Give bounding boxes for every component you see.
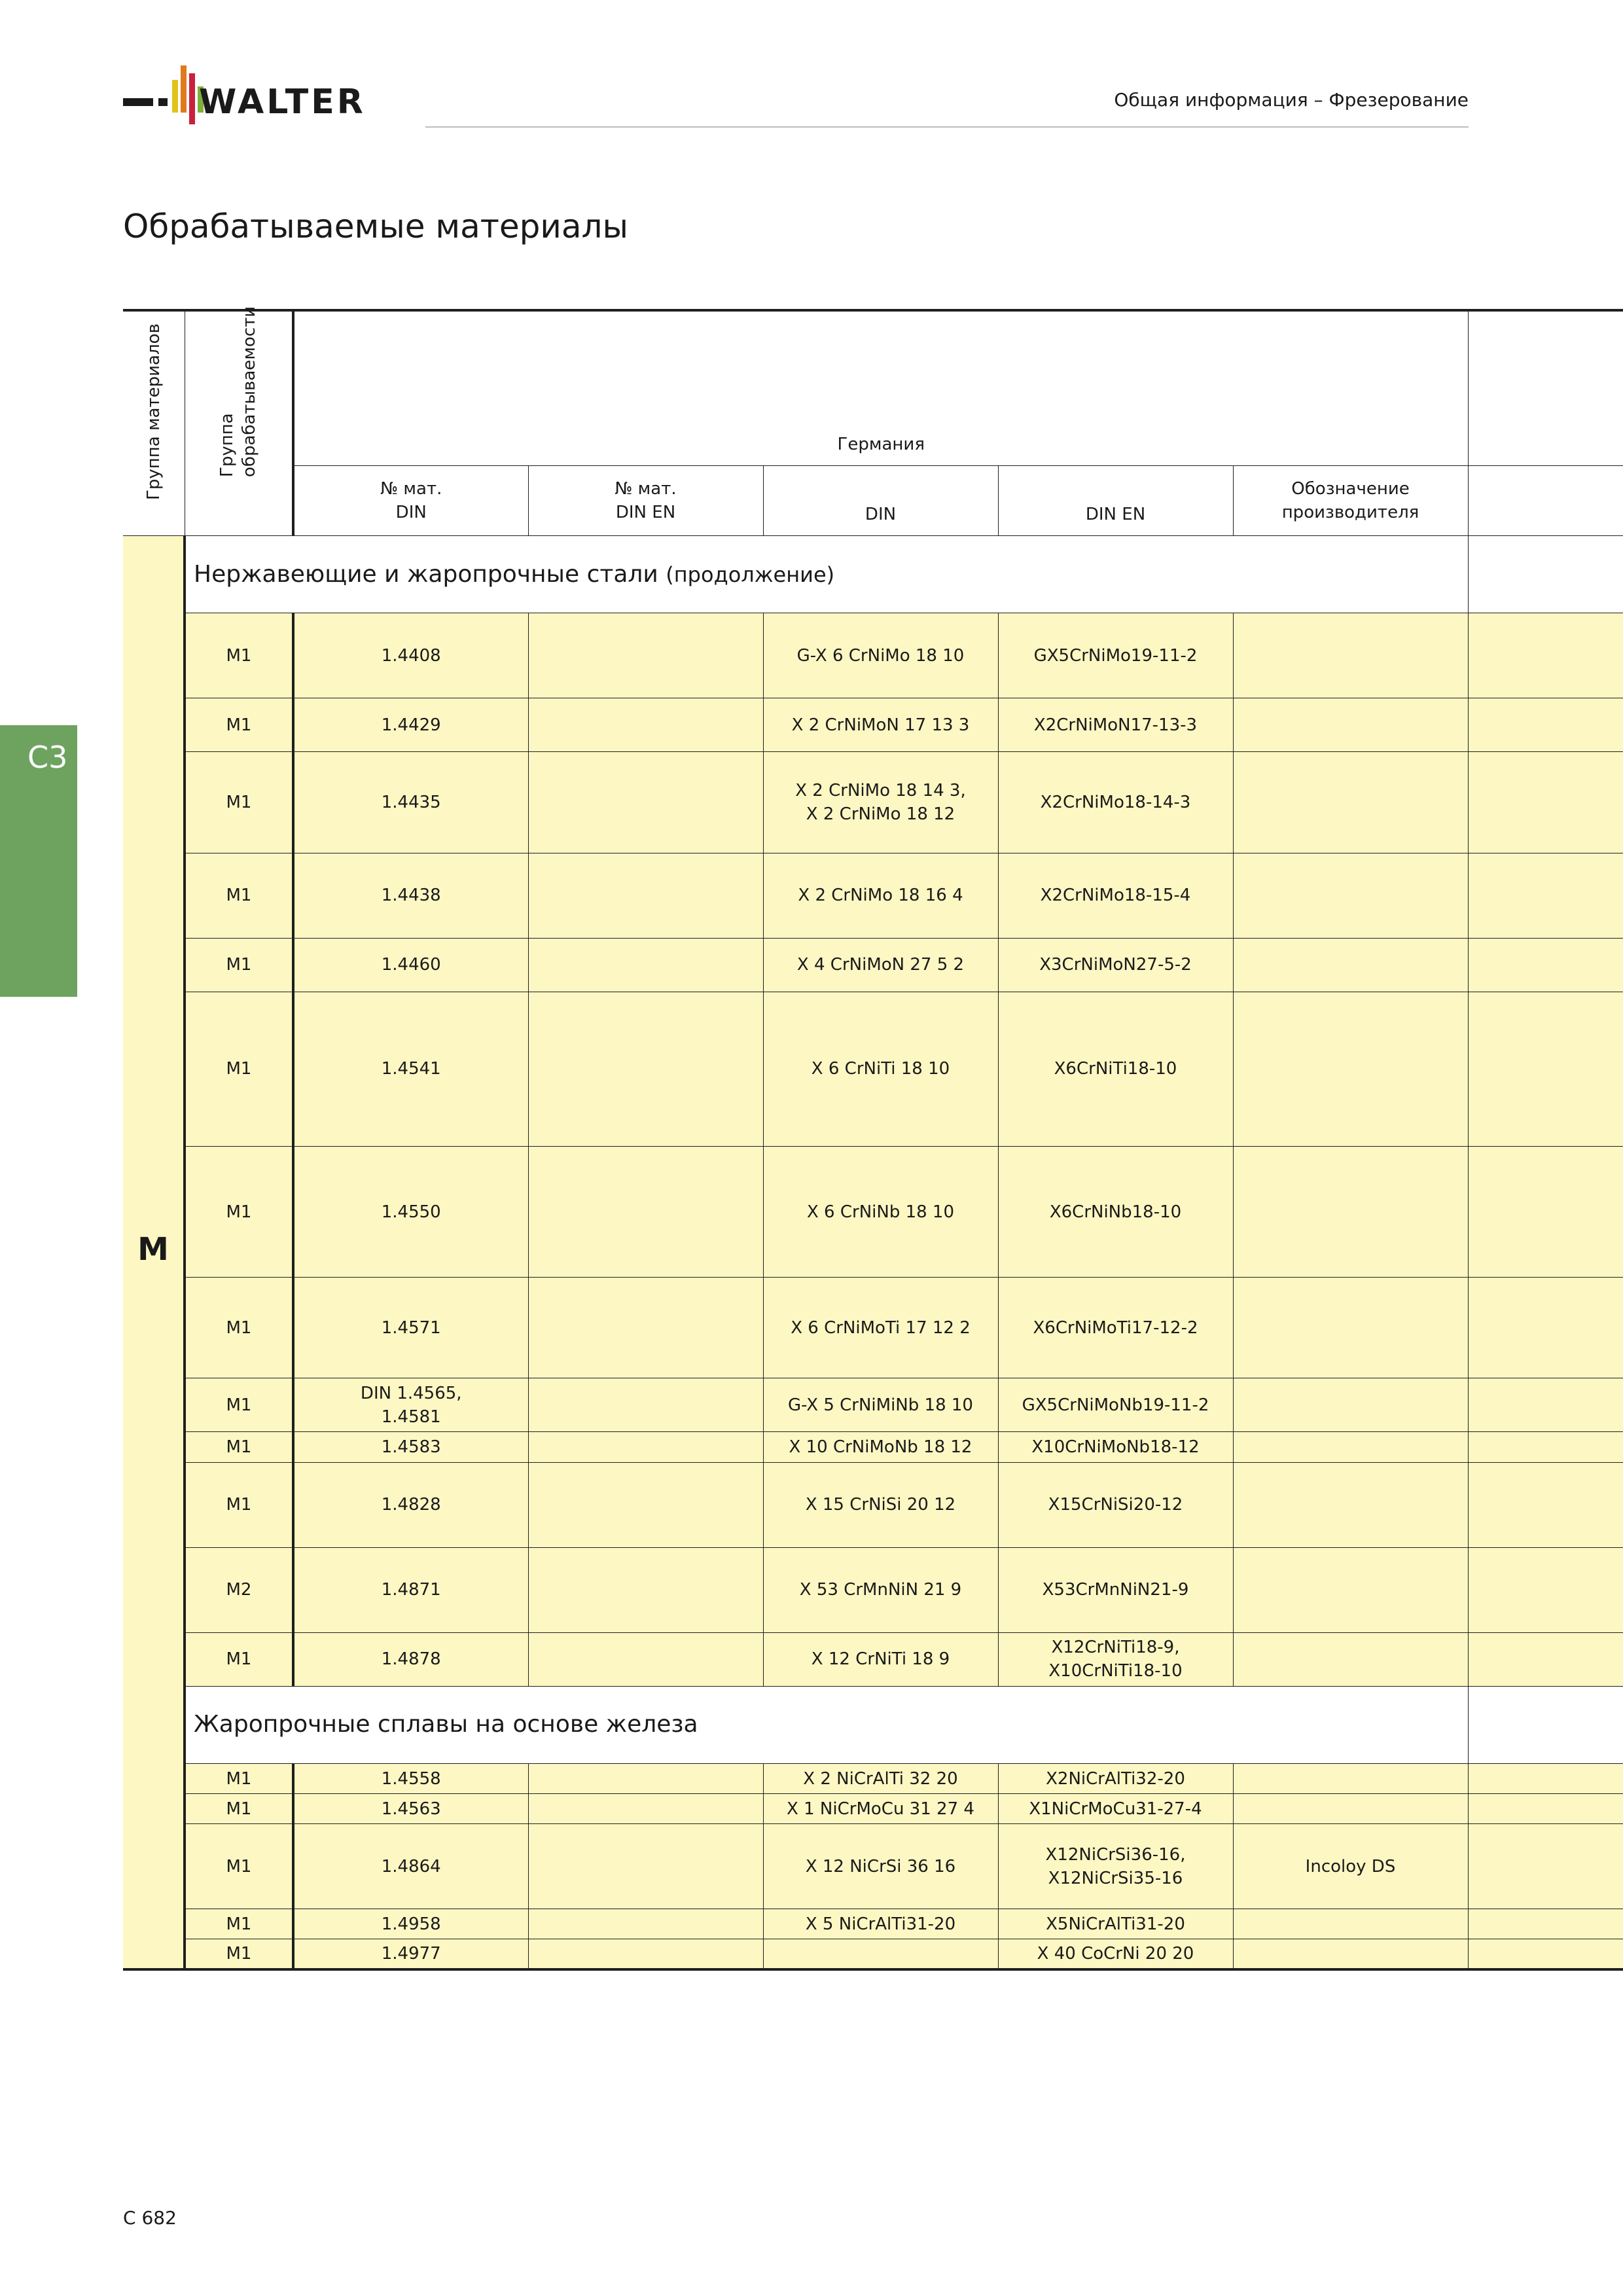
machinability-cell: M1 [185, 938, 293, 992]
din-en-cell: X53CrMnNiN21-9 [998, 1547, 1233, 1632]
brand-wordmark: WALTER [199, 82, 366, 122]
num-din-cell: 1.4558 [293, 1764, 528, 1794]
num-din-cell: 1.4583 [293, 1432, 528, 1462]
din-cell: X 2 CrNiMo 18 14 3, X 2 CrNiMo 18 12 [763, 752, 998, 853]
header-extra-column [1468, 310, 1623, 466]
page-number: C 682 [123, 2207, 177, 2229]
din-en-cell: X2CrNiMo18-14-3 [998, 752, 1233, 853]
extra-cell [1468, 1939, 1623, 1969]
machinability-cell: M1 [185, 613, 293, 698]
machinability-cell: M1 [185, 1278, 293, 1378]
header-num-din-en: № мат. DIN EN [528, 466, 763, 536]
num-din-cell: 1.4541 [293, 992, 528, 1146]
header-machinability-group: Группа обрабатываемости [185, 310, 293, 536]
machinability-cell: M2 [185, 1547, 293, 1632]
table-row [123, 1547, 1623, 1632]
din-en-cell: GX5CrNiMo19-11-2 [998, 613, 1233, 698]
num-din-en-cell [528, 1794, 763, 1824]
num-din-cell: 1.4550 [293, 1147, 528, 1278]
page-title: Обрабатываемые материалы [123, 207, 628, 245]
extra-cell [1468, 1147, 1623, 1278]
maker-cell [1233, 1278, 1468, 1378]
machinability-cell: M1 [185, 752, 293, 853]
maker-cell [1233, 1939, 1468, 1969]
num-din-en-cell [528, 938, 763, 992]
material-group-cell [123, 536, 185, 1970]
num-din-cell: 1.4878 [293, 1632, 528, 1686]
section-extra-cell [1468, 1686, 1623, 1763]
num-din-en-cell [528, 613, 763, 698]
machinability-cell: M1 [185, 1462, 293, 1547]
table-row [123, 1794, 1623, 1824]
machinability-cell: M1 [185, 1632, 293, 1686]
header-extra-column-sub [1468, 466, 1623, 536]
extra-cell [1468, 1632, 1623, 1686]
din-cell: G-X 5 CrNiMiNb 18 10 [763, 1378, 998, 1432]
maker-cell [1233, 1547, 1468, 1632]
din-en-cell: X2NiCrAlTi32-20 [998, 1764, 1233, 1794]
machinability-cell: M1 [185, 1378, 293, 1432]
maker-cell [1233, 1909, 1468, 1939]
extra-cell [1468, 1462, 1623, 1547]
table-row [123, 853, 1623, 938]
din-cell: X 53 CrMnNiN 21 9 [763, 1547, 998, 1632]
din-en-cell: X1NiCrMoCu31-27-4 [998, 1794, 1233, 1824]
extra-cell [1468, 698, 1623, 752]
num-din-cell: 1.4438 [293, 853, 528, 938]
din-cell [763, 1939, 998, 1969]
header-country: Германия [293, 310, 1468, 466]
din-cell: G-X 6 CrNiMo 18 10 [763, 613, 998, 698]
num-din-cell: 1.4563 [293, 1794, 528, 1824]
din-cell: X 2 CrNiMo 18 16 4 [763, 853, 998, 938]
maker-cell [1233, 1764, 1468, 1794]
section-title [185, 1686, 1468, 1763]
num-din-en-cell [528, 1432, 763, 1462]
num-din-en-cell [528, 1909, 763, 1939]
num-din-cell: 1.4460 [293, 938, 528, 992]
header-din-en: DIN EN [998, 466, 1233, 536]
table-row [123, 752, 1623, 853]
materials-table [123, 306, 1623, 1971]
num-din-en-cell [528, 1939, 763, 1969]
extra-cell [1468, 1824, 1623, 1909]
num-din-cell: 1.4958 [293, 1909, 528, 1939]
section-extra-cell [1468, 536, 1623, 613]
din-cell: X 6 CrNiNb 18 10 [763, 1147, 998, 1278]
machinability-cell: M1 [185, 698, 293, 752]
chapter-tab-label: C3 [27, 740, 68, 775]
din-en-cell: X12CrNiTi18-9, X10CrNiTi18-10 [998, 1632, 1233, 1686]
num-din-cell: 1.4871 [293, 1547, 528, 1632]
din-en-cell: X6CrNiMoTi17-12-2 [998, 1278, 1233, 1378]
section-title [185, 536, 1468, 613]
din-en-cell: GX5CrNiMoNb19-11-2 [998, 1378, 1233, 1432]
num-din-en-cell [528, 1824, 763, 1909]
maker-cell [1233, 1794, 1468, 1824]
num-din-en-cell [528, 1764, 763, 1794]
section-title-text: Жаропрочные сплавы на основе железа [194, 1711, 698, 1738]
table-row [123, 1147, 1623, 1278]
table-row [123, 1824, 1623, 1909]
din-cell: X 6 CrNiMoTi 17 12 2 [763, 1278, 998, 1378]
machinability-cell: M1 [185, 853, 293, 938]
din-cell: X 12 CrNiTi 18 9 [763, 1632, 998, 1686]
num-din-en-cell [528, 853, 763, 938]
num-din-cell: 1.4828 [293, 1462, 528, 1547]
table-row [123, 1909, 1623, 1939]
table-row [123, 1462, 1623, 1547]
din-cell: X 5 NiCrAlTi31-20 [763, 1909, 998, 1939]
din-en-cell: X2CrNiMoN17-13-3 [998, 698, 1233, 752]
walter-logo [123, 60, 398, 132]
num-din-cell: DIN 1.4565, 1.4581 [293, 1378, 528, 1432]
num-din-cell: 1.4571 [293, 1278, 528, 1378]
num-din-cell: 1.4435 [293, 752, 528, 853]
table-row [123, 1432, 1623, 1462]
num-din-cell: 1.4429 [293, 698, 528, 752]
maker-cell [1233, 1432, 1468, 1462]
maker-cell [1233, 698, 1468, 752]
din-cell: X 12 NiCrSi 36 16 [763, 1824, 998, 1909]
table-row [123, 938, 1623, 992]
din-cell: X 1 NiCrMoCu 31 27 4 [763, 1794, 998, 1824]
section-row [123, 536, 1623, 613]
num-din-en-cell [528, 1147, 763, 1278]
din-cell: X 2 NiCrAlTi 32 20 [763, 1764, 998, 1794]
table-row [123, 613, 1623, 698]
machinability-cell: M1 [185, 1939, 293, 1969]
din-en-cell: X 40 CoCrNi 20 20 [998, 1939, 1233, 1969]
machinability-cell: M1 [185, 1909, 293, 1939]
section-row [123, 1686, 1623, 1763]
num-din-en-cell [528, 1278, 763, 1378]
table-row [123, 698, 1623, 752]
din-en-cell: X15CrNiSi20-12 [998, 1462, 1233, 1547]
table-row [123, 1378, 1623, 1432]
din-en-cell: X3CrNiMoN27-5-2 [998, 938, 1233, 992]
extra-cell [1468, 1432, 1623, 1462]
table-row [123, 1278, 1623, 1378]
din-en-cell: X6CrNiNb18-10 [998, 1147, 1233, 1278]
din-cell: X 10 CrNiMoNb 18 12 [763, 1432, 998, 1462]
maker-cell [1233, 853, 1468, 938]
machinability-cell: M1 [185, 992, 293, 1146]
num-din-cell: 1.4977 [293, 1939, 528, 1969]
extra-cell [1468, 1764, 1623, 1794]
maker-cell [1233, 1378, 1468, 1432]
maker-cell [1233, 1147, 1468, 1278]
din-en-cell: X10CrNiMoNb18-12 [998, 1432, 1233, 1462]
extra-cell [1468, 853, 1623, 938]
num-din-en-cell [528, 698, 763, 752]
header-section-title: Общая информация – Фрезерование [1114, 89, 1469, 111]
machinability-cell: M1 [185, 1794, 293, 1824]
din-en-cell: X5NiCrAlTi31-20 [998, 1909, 1233, 1939]
extra-cell [1468, 1547, 1623, 1632]
header-num-din: № мат. DIN [293, 466, 528, 536]
machinability-cell: M1 [185, 1147, 293, 1278]
din-cell: X 6 CrNiTi 18 10 [763, 992, 998, 1146]
chapter-tab[interactable] [0, 725, 77, 997]
maker-cell [1233, 1632, 1468, 1686]
maker-cell [1233, 613, 1468, 698]
extra-cell [1468, 1909, 1623, 1939]
header-divider [425, 126, 1469, 128]
extra-cell [1468, 938, 1623, 992]
maker-cell [1233, 992, 1468, 1146]
din-cell: X 15 CrNiSi 20 12 [763, 1462, 998, 1547]
num-din-en-cell [528, 1462, 763, 1547]
num-din-en-cell [528, 752, 763, 853]
table-row [123, 1632, 1623, 1686]
extra-cell [1468, 992, 1623, 1146]
maker-cell: Incoloy DS [1233, 1824, 1468, 1909]
num-din-cell: 1.4408 [293, 613, 528, 698]
maker-cell [1233, 938, 1468, 992]
table-row [123, 1939, 1623, 1969]
table-row [123, 992, 1623, 1146]
num-din-en-cell [528, 992, 763, 1146]
header-maker: Обозначение производителя [1233, 466, 1468, 536]
header-material-group: Группа материалов [123, 310, 185, 536]
din-cell: X 2 CrNiMoN 17 13 3 [763, 698, 998, 752]
maker-cell [1233, 1462, 1468, 1547]
machinability-cell: M1 [185, 1824, 293, 1909]
table-row [123, 1764, 1623, 1794]
extra-cell [1468, 752, 1623, 853]
material-group-letter: M [137, 1231, 169, 1268]
num-din-en-cell [528, 1632, 763, 1686]
num-din-cell: 1.4864 [293, 1824, 528, 1909]
section-title-text: Нержавеющие и жаропрочные стали [194, 560, 658, 588]
extra-cell [1468, 1378, 1623, 1432]
num-din-en-cell [528, 1378, 763, 1432]
extra-cell [1468, 1794, 1623, 1824]
maker-cell [1233, 752, 1468, 853]
din-en-cell: X2CrNiMo18-15-4 [998, 853, 1233, 938]
extra-cell [1468, 613, 1623, 698]
machinability-cell: M1 [185, 1764, 293, 1794]
din-en-cell: X6CrNiTi18-10 [998, 992, 1233, 1146]
header-din: DIN [763, 466, 998, 536]
din-en-cell: X12NiCrSi36-16, X12NiCrSi35-16 [998, 1824, 1233, 1909]
din-cell: X 4 CrNiMoN 27 5 2 [763, 938, 998, 992]
section-title-suffix: (продолжение) [666, 562, 835, 587]
extra-cell [1468, 1278, 1623, 1378]
num-din-en-cell [528, 1547, 763, 1632]
machinability-cell: M1 [185, 1432, 293, 1462]
